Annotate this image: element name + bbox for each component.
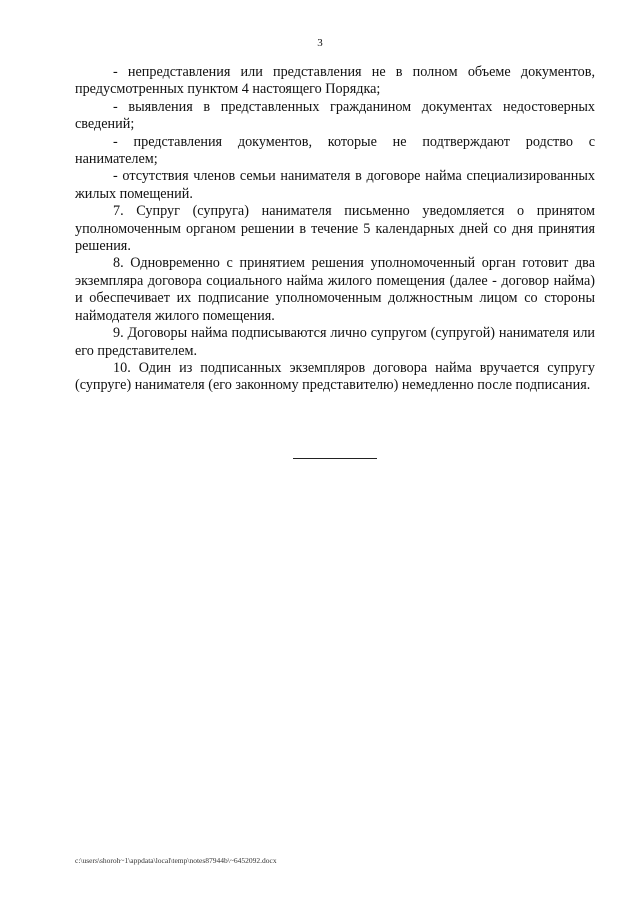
paragraph-list-item-4: - отсутствия членов семьи нанимателя в договоре найма специализированных жилых помещений. (75, 168, 595, 202)
page-number: 3 (317, 37, 323, 49)
paragraph-list-item-3: - представления документов, которые не подтверждают родство с нанимателем; (75, 133, 595, 168)
paragraph-clause-7: 7. Супруг (супруга) нанимателя письменно уведомляется о принятом уполномоченным органом решении в течение 5 календарных дней со дня принятия решения. (75, 203, 595, 255)
paragraph-list-item-2: - выявления в представленных гражданином документах недостоверных сведений; (75, 98, 595, 133)
paragraph-clause-8: 8. Одновременно с принятием решения уполномоченный орган готовит два экземпляра договора социального найма жилого помещения (далее - договор найма) и обеспечивает их подписание уполномоченным должностным лицом со стороны наймодателя жилого помещения. (75, 255, 595, 324)
paragraph-clause-9: 9. Договоры найма подписываются лично супругом (супругой) нанимателя или его представителем. (75, 325, 595, 359)
paragraph-clause-10: 10. Один из подписанных экземпляров договора найма вручается супругу (супруге) нанимателя (его законному представителю) немедленно после подписания. (75, 359, 595, 394)
end-of-document-rule (293, 458, 377, 459)
document-body (75, 64, 595, 395)
footer-file-path: c:\users\shoroh~1\appdata\local\temp\notes87944b\~6452092.docx (75, 856, 277, 865)
paragraph-list-item-1: - непредставления или представления не в полном объеме документов, предусмотренных пунктом 4 настоящего Порядка; (75, 64, 595, 98)
